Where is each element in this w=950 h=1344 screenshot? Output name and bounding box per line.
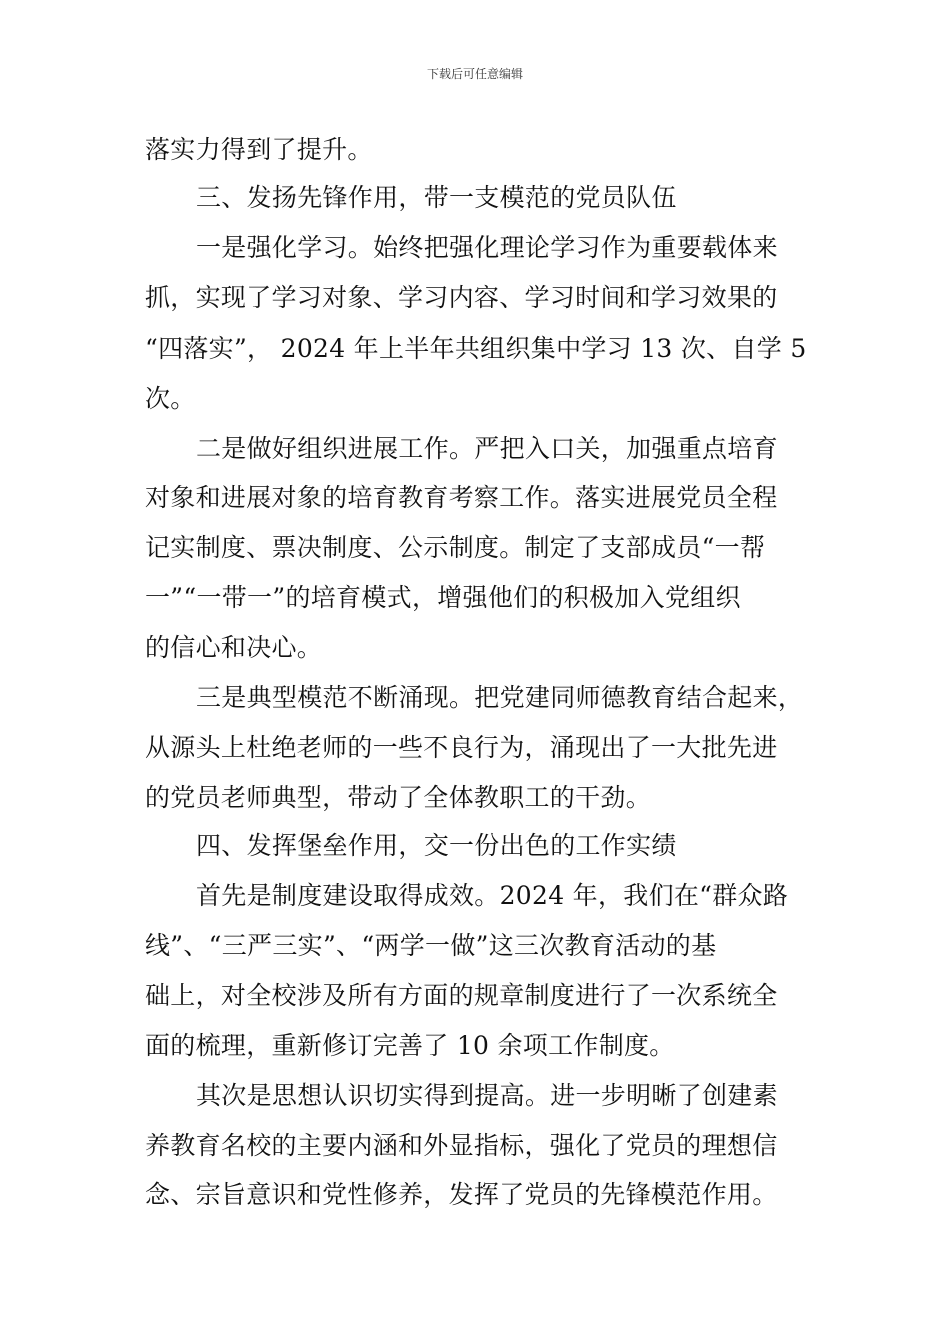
text-line: 二是做好组织进展工作。严把入口关，加强重点培育 [196, 434, 778, 463]
text-line: 三是典型模范不断涌现。把党建同师德教育结合起来， [196, 683, 804, 712]
text-line: 的信心和决心。 [145, 633, 323, 662]
text-line: 念、宗旨意识和党性修养，发挥了党员的先锋模范作用。 [145, 1180, 778, 1209]
text-line: 首先是制度建设取得成效。2024 年，我们在“群众路 [196, 881, 789, 910]
text-line: 落实力得到了提升。 [145, 135, 373, 164]
section-heading: 四、发挥堡垒作用，交一份出色的工作实绩 [196, 831, 677, 860]
text-line: 一”“一带一”的培育模式，增强他们的积极加入党组织 [145, 583, 741, 612]
text-line: 记实制度、票决制度、公示制度。制定了支部成员“一帮 [145, 533, 766, 562]
text-line: 抓，实现了学习对象、学习内容、学习时间和学习效果的 [145, 283, 778, 312]
text-line: 养教育名校的主要内涵和外显指标，强化了党员的理想信 [145, 1131, 778, 1160]
text-line: 次。 [145, 384, 196, 413]
text-line: 面的梳理，重新修订完善了 10 余项工作制度。 [145, 1031, 675, 1060]
text-line: 一是强化学习。始终把强化理论学习作为重要载体来 [196, 233, 778, 262]
text-line: 的党员老师典型，带动了全体教职工的干劲。 [145, 783, 652, 812]
text-line: 从源头上杜绝老师的一些不良行为，涌现出了一大批先进 [145, 733, 778, 762]
text-line: 对象和进展对象的培育教育考察工作。落实进展党员全程 [145, 483, 778, 512]
text-line: 础上，对全校涉及所有方面的规章制度进行了一次系统全 [145, 981, 778, 1010]
section-heading: 三、发扬先锋作用，带一支模范的党员队伍 [196, 183, 677, 212]
text-line: 其次是思想认识切实得到提高。进一步明晰了创建素 [196, 1081, 778, 1110]
text-line: 线”、“三严三实”、“两学一做”这三次教育活动的基 [145, 931, 717, 960]
page-header: 下载后可任意编辑 [426, 67, 523, 81]
text-line: “四落实”， 2024 年上半年共组织集中学习 13 次、自学 5 [145, 334, 807, 363]
